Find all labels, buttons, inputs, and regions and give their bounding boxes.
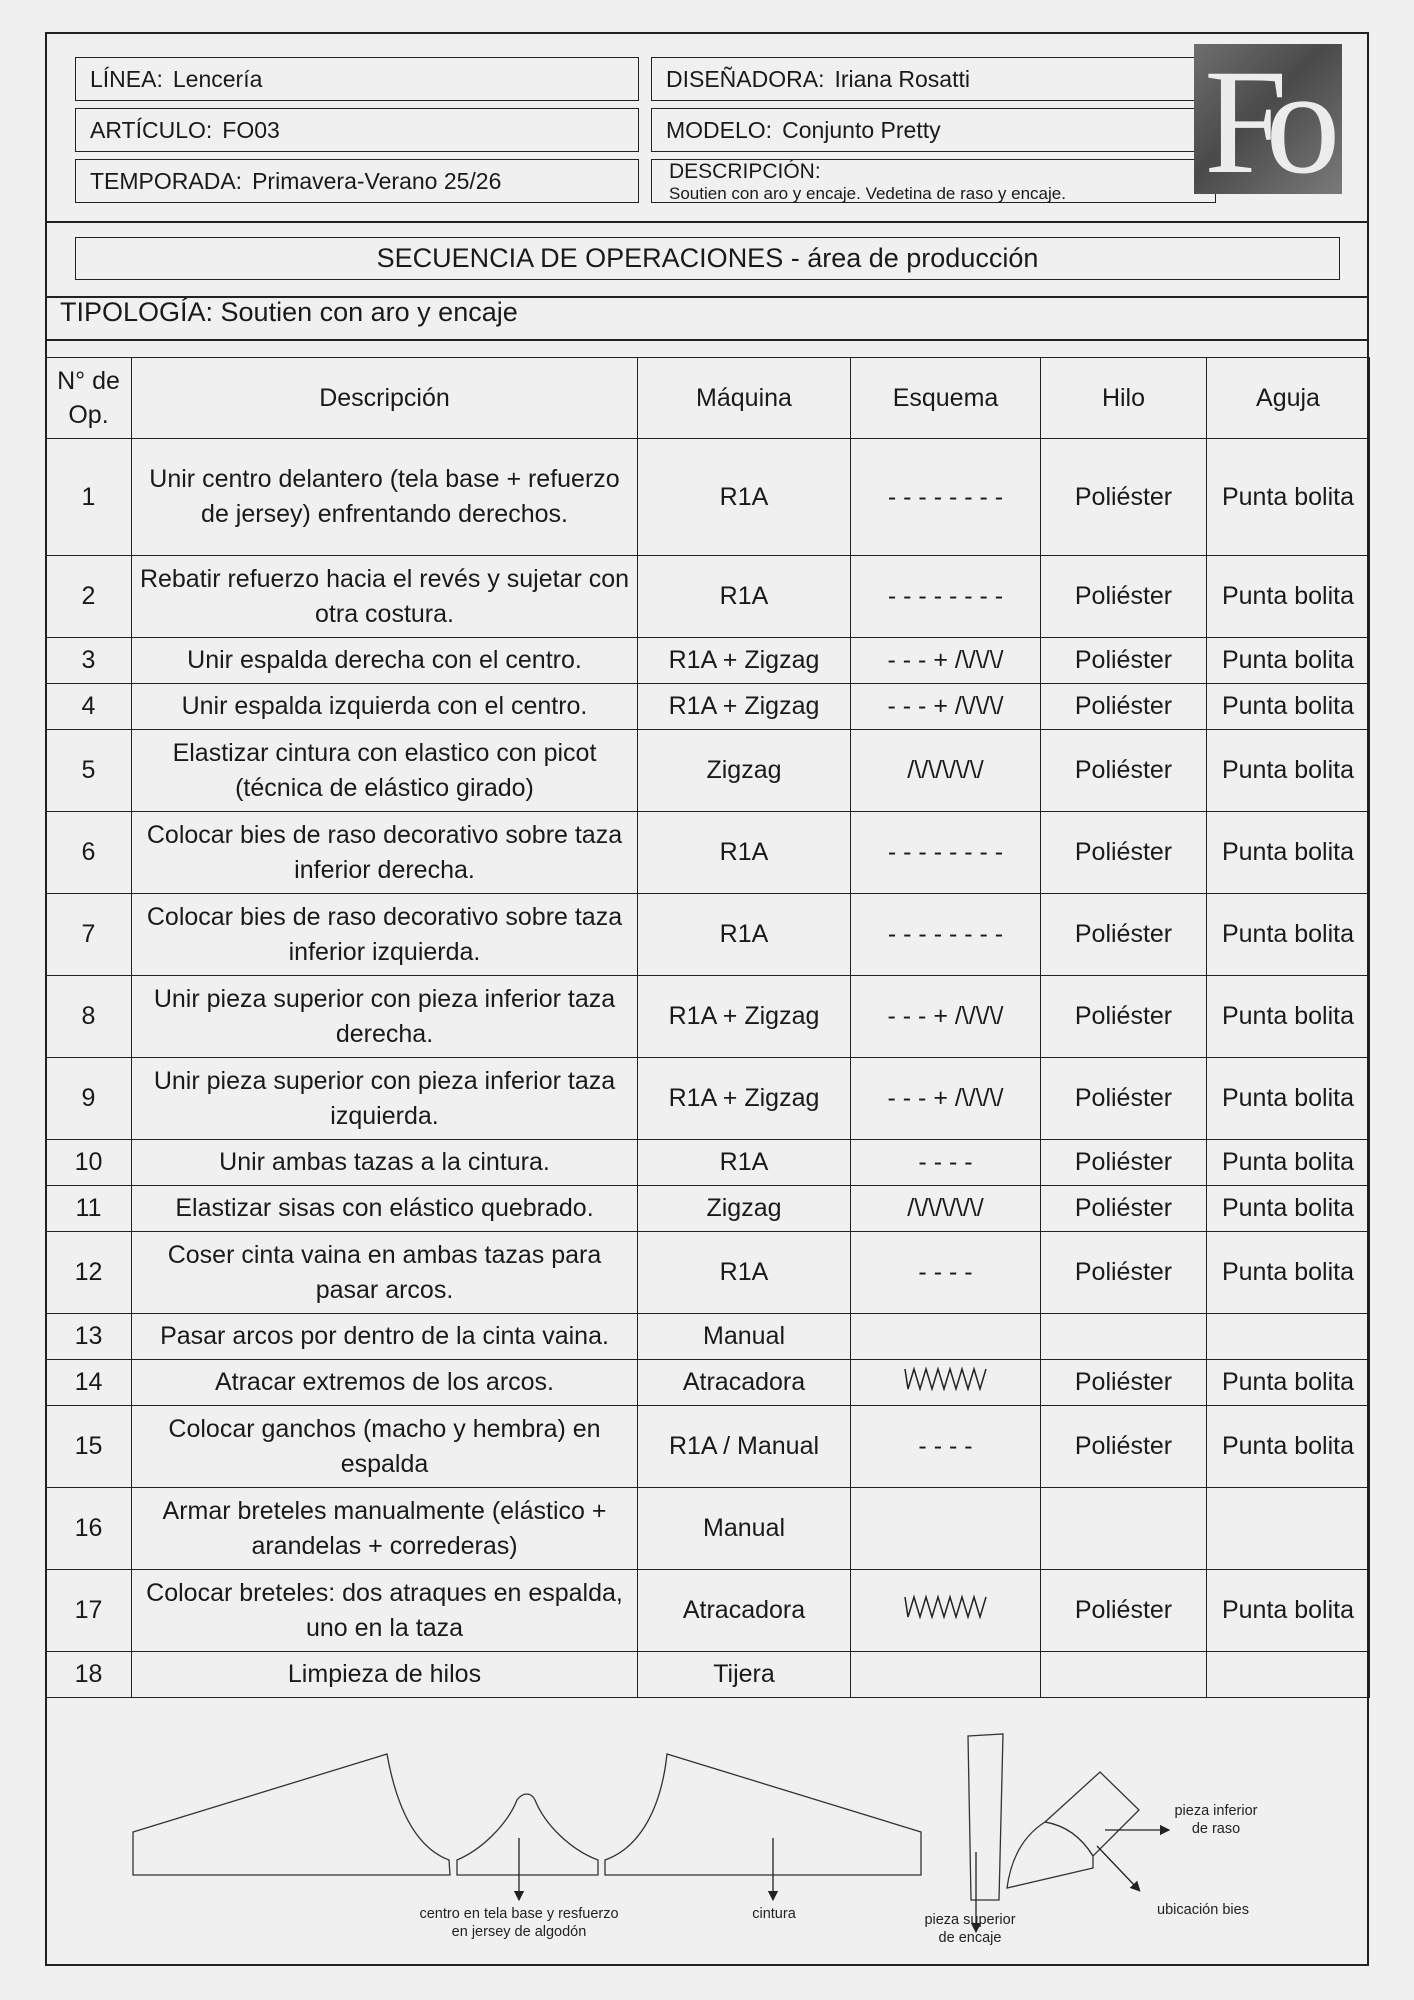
op-machine: R1A (638, 894, 851, 976)
op-scheme: - - - + /\/\/\/ (851, 638, 1041, 684)
op-needle: Punta bolita (1207, 1570, 1370, 1652)
op-machine: R1A / Manual (638, 1406, 851, 1488)
table-row (46, 976, 1370, 1058)
op-scheme: /\/\/\/\/\/ (851, 730, 1041, 812)
op-scheme: /\/\/\/\/\/ (851, 1186, 1041, 1232)
op-number: 10 (46, 1140, 132, 1186)
back-left-piece (133, 1754, 450, 1875)
op-machine: Tijera (638, 1652, 851, 1698)
dense-zigzag-icon (903, 1593, 989, 1619)
op-thread: Poliéster (1041, 730, 1207, 812)
op-machine: Zigzag (638, 1186, 851, 1232)
op-needle: Punta bolita (1207, 1406, 1370, 1488)
op-number: 9 (46, 1058, 132, 1140)
op-scheme (851, 1488, 1041, 1570)
label-superior-2: de encaje (938, 1930, 1002, 1946)
op-number: 13 (46, 1314, 132, 1360)
op-needle: Punta bolita (1207, 812, 1370, 894)
op-scheme: - - - - - - - - (851, 556, 1041, 638)
page-title: SECUENCIA DE OPERACIONES - área de producción (75, 237, 1340, 280)
op-thread: Poliéster (1041, 894, 1207, 976)
table-header-row (46, 358, 1370, 439)
brand-logo (1194, 44, 1342, 194)
op-number: 1 (46, 439, 132, 556)
table-row (46, 1140, 1370, 1186)
op-thread: Poliéster (1041, 556, 1207, 638)
descripcion-label: DESCRIPCIÓN: (669, 159, 821, 183)
op-number: 6 (46, 812, 132, 894)
op-needle (1207, 1314, 1370, 1360)
articulo-label: ARTÍCULO: (90, 116, 213, 143)
op-machine: R1A (638, 1232, 851, 1314)
temporada-label: TEMPORADA: (90, 167, 243, 194)
label-centro-1: centro en tela base y resfuerzo (419, 1906, 619, 1922)
op-thread: Poliéster (1041, 812, 1207, 894)
cup-lower-piece-a (1045, 1772, 1139, 1856)
op-scheme (851, 1360, 1041, 1406)
op-machine: R1A + Zigzag (638, 684, 851, 730)
op-thread: Poliéster (1041, 976, 1207, 1058)
op-scheme: - - - - - - - - (851, 894, 1041, 976)
op-machine: R1A + Zigzag (638, 976, 851, 1058)
descripcion-value: Soutien con aro y encaje. Vedetina de raso y encaje. (669, 183, 1066, 203)
op-needle: Punta bolita (1207, 894, 1370, 976)
op-number: 3 (46, 638, 132, 684)
table-row (46, 1406, 1370, 1488)
op-needle: Punta bolita (1207, 556, 1370, 638)
op-scheme (851, 1652, 1041, 1698)
op-needle: Punta bolita (1207, 1140, 1370, 1186)
op-machine: Atracadora (638, 1570, 851, 1652)
table-row (46, 439, 1370, 556)
linea-field (75, 57, 639, 101)
col-header-esquema: Esquema (851, 358, 1041, 439)
tipologia: TIPOLOGÍA: Soutien con aro y encaje (60, 297, 518, 327)
op-description: Unir espalda derecha con el centro. (132, 638, 638, 684)
col-header-maquina: Máquina (638, 358, 851, 439)
op-description: Rebatir refuerzo hacia el revés y sujetar con otra costura. (132, 556, 638, 638)
descripcion-field (651, 159, 1216, 203)
op-scheme: - - - + /\/\/\/ (851, 976, 1041, 1058)
op-machine: R1A (638, 439, 851, 556)
op-needle: Punta bolita (1207, 1186, 1370, 1232)
op-number: 15 (46, 1406, 132, 1488)
op-number: 14 (46, 1360, 132, 1406)
operations-table (45, 357, 1370, 1698)
op-thread: Poliéster (1041, 684, 1207, 730)
op-thread: Poliéster (1041, 1406, 1207, 1488)
op-description: Unir espalda izquierda con el centro. (132, 684, 638, 730)
table-row (46, 812, 1370, 894)
op-scheme (851, 1314, 1041, 1360)
label-centro-2: en jersey de algodón (451, 1924, 587, 1940)
op-needle: Punta bolita (1207, 1058, 1370, 1140)
col-header-descripcion: Descripción (132, 358, 638, 439)
cup-lower-piece-b (1007, 1822, 1093, 1888)
op-scheme: - - - - (851, 1232, 1041, 1314)
op-number: 2 (46, 556, 132, 638)
op-thread: Poliéster (1041, 1058, 1207, 1140)
logo-text: Fo (1204, 44, 1319, 194)
col-header-hilo: Hilo (1041, 358, 1207, 439)
op-needle: Punta bolita (1207, 730, 1370, 812)
op-machine: R1A (638, 812, 851, 894)
label-bies: ubicación bies (1157, 1902, 1249, 1918)
table-row (46, 1314, 1370, 1360)
op-needle (1207, 1488, 1370, 1570)
center-front-piece (457, 1794, 598, 1875)
linea-label: LÍNEA: (90, 65, 163, 92)
op-machine: R1A (638, 1140, 851, 1186)
temporada-field (75, 159, 639, 203)
op-thread (1041, 1652, 1207, 1698)
op-number: 11 (46, 1186, 132, 1232)
op-needle: Punta bolita (1207, 638, 1370, 684)
operations-body (46, 439, 1370, 1698)
op-thread: Poliéster (1041, 1570, 1207, 1652)
pattern-diagram (45, 1700, 1369, 1966)
label-cintura: cintura (752, 1906, 796, 1922)
articulo-value: FO03 (222, 116, 280, 143)
col-header-aguja: Aguja (1207, 358, 1370, 439)
op-description: Unir ambas tazas a la cintura. (132, 1140, 638, 1186)
back-right-piece (605, 1754, 921, 1875)
header-divider (45, 221, 1369, 223)
table-row (46, 638, 1370, 684)
op-thread: Poliéster (1041, 1140, 1207, 1186)
table-row (46, 1058, 1370, 1140)
op-needle: Punta bolita (1207, 976, 1370, 1058)
op-description: Pasar arcos por dentro de la cinta vaina. (132, 1314, 638, 1360)
op-thread (1041, 1314, 1207, 1360)
op-machine: Manual (638, 1314, 851, 1360)
cup-upper-piece (968, 1734, 1003, 1900)
table-row (46, 730, 1370, 812)
table-row (46, 1360, 1370, 1406)
tipologia-divider (45, 339, 1369, 341)
op-needle (1207, 1652, 1370, 1698)
op-scheme: - - - + /\/\/\/ (851, 684, 1041, 730)
op-description: Unir pieza superior con pieza inferior taza izquierda. (132, 1058, 638, 1140)
table-row (46, 1186, 1370, 1232)
label-superior-1: pieza superior (924, 1912, 1016, 1928)
temporada-value: Primavera-Verano 25/26 (252, 167, 502, 194)
brand-logo-mark (1194, 44, 1342, 194)
op-number: 17 (46, 1570, 132, 1652)
op-machine: R1A (638, 556, 851, 638)
op-machine: Atracadora (638, 1360, 851, 1406)
op-number: 8 (46, 976, 132, 1058)
op-number: 5 (46, 730, 132, 812)
op-machine: R1A + Zigzag (638, 638, 851, 684)
op-description: Colocar bies de raso decorativo sobre taza inferior izquierda. (132, 894, 638, 976)
op-thread: Poliéster (1041, 1186, 1207, 1232)
op-description: Coser cinta vaina en ambas tazas para pasar arcos. (132, 1232, 638, 1314)
op-number: 12 (46, 1232, 132, 1314)
table-row (46, 894, 1370, 976)
op-thread: Poliéster (1041, 638, 1207, 684)
table-row (46, 1488, 1370, 1570)
table-row (46, 1232, 1370, 1314)
op-needle: Punta bolita (1207, 684, 1370, 730)
modelo-value: Conjunto Pretty (782, 116, 941, 143)
op-scheme: - - - + /\/\/\/ (851, 1058, 1041, 1140)
op-description: Elastizar cintura con elastico con picot (técnica de elástico girado) (132, 730, 638, 812)
op-description: Unir pieza superior con pieza inferior taza derecha. (132, 976, 638, 1058)
op-needle: Punta bolita (1207, 1232, 1370, 1314)
op-thread (1041, 1488, 1207, 1570)
op-number: 18 (46, 1652, 132, 1698)
op-description: Colocar breteles: dos atraques en espalda, uno en la taza (132, 1570, 638, 1652)
op-description: Colocar bies de raso decorativo sobre taza inferior derecha. (132, 812, 638, 894)
table-row (46, 1570, 1370, 1652)
disenadora-field (651, 57, 1216, 101)
op-machine: Zigzag (638, 730, 851, 812)
op-description: Elastizar sisas con elástico quebrado. (132, 1186, 638, 1232)
op-scheme: - - - - - - - - (851, 439, 1041, 556)
op-scheme: - - - - (851, 1406, 1041, 1488)
op-scheme: - - - - - - - - (851, 812, 1041, 894)
op-number: 7 (46, 894, 132, 976)
dense-zigzag-icon (903, 1365, 989, 1391)
op-number: 16 (46, 1488, 132, 1570)
op-thread: Poliéster (1041, 439, 1207, 556)
disenadora-value: Iriana Rosatti (834, 65, 970, 92)
op-description: Colocar ganchos (macho y hembra) en espalda (132, 1406, 638, 1488)
op-scheme (851, 1570, 1041, 1652)
table-row (46, 556, 1370, 638)
op-number: 4 (46, 684, 132, 730)
op-machine: R1A + Zigzag (638, 1058, 851, 1140)
op-description: Unir centro delantero (tela base + refuerzo de jersey) enfrentando derechos. (132, 439, 638, 556)
col-header-numero: N° de Op. (46, 358, 132, 439)
op-thread: Poliéster (1041, 1360, 1207, 1406)
op-needle: Punta bolita (1207, 1360, 1370, 1406)
op-scheme: - - - - (851, 1140, 1041, 1186)
table-row (46, 684, 1370, 730)
label-inferior-1: pieza inferior (1174, 1803, 1258, 1819)
op-description: Limpieza de hilos (132, 1652, 638, 1698)
label-inferior-2: de raso (1191, 1821, 1241, 1837)
table-row (46, 1652, 1370, 1698)
modelo-field (651, 108, 1216, 152)
articulo-field (75, 108, 639, 152)
op-description: Armar breteles manualmente (elástico + arandelas + correderas) (132, 1488, 638, 1570)
op-description: Atracar extremos de los arcos. (132, 1360, 638, 1406)
disenadora-label: DISEÑADORA: (666, 65, 825, 92)
linea-value: Lencería (172, 65, 263, 92)
op-thread: Poliéster (1041, 1232, 1207, 1314)
op-machine: Manual (638, 1488, 851, 1570)
modelo-label: MODELO: (666, 116, 773, 143)
op-needle: Punta bolita (1207, 439, 1370, 556)
